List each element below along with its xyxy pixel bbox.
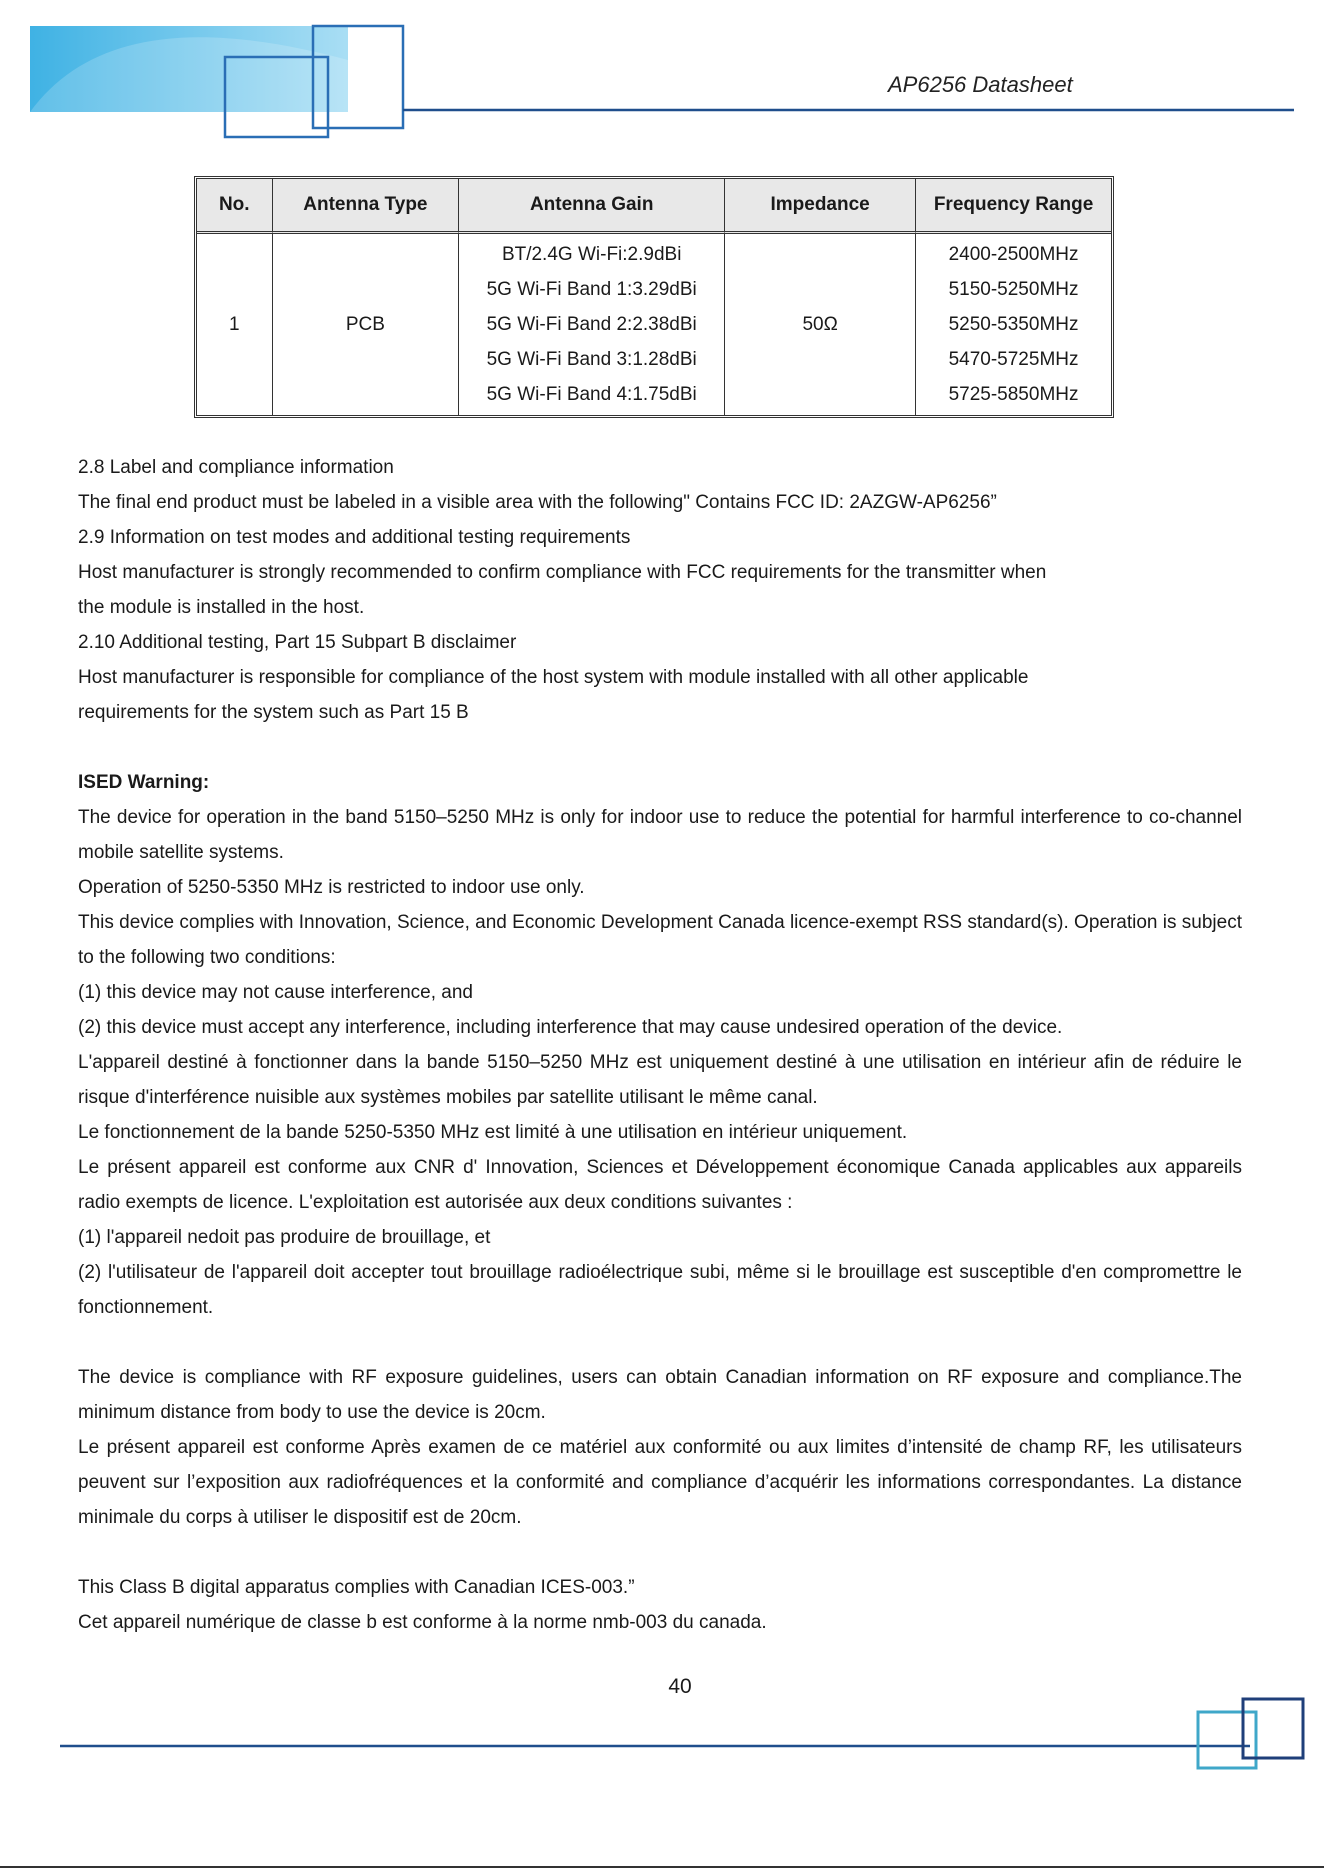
paragraph: Le présent appareil est conforme Après examen de ce matériel aux conformité ou aux limites d’intensité de champ RF, les utilisateurs peuvent sur l’exposition aux radiofréquences et la conformité and compliance d’acquérir les informations correspondantes. La distance minimale du corps à utiliser le dispositif est de 20cm. [78,1437,1242,1528]
paragraph: Le présent appareil est conforme aux CNR d' Innovation, Sciences et Développement économique Canada applicables aux appareils radio exempts de licence. L'exploitation est autorisée aux deux conditions suivantes : [78,1157,1242,1213]
column-header: Antenna Gain [459,179,725,234]
gain-value: 5G Wi-Fi Band 2:2.38dBi [486,314,697,335]
paragraph: Le fonctionnement de la bande 5250-5350 MHz est limité à une utilisation en intérieur uniquement. [78,1122,908,1143]
antenna-spec-table [194,176,1114,418]
cell-impedance: 50Ω [725,234,916,415]
paragraph: the module is installed in the host. [78,597,365,618]
gain-value: 5G Wi-Fi Band 4:1.75dBi [486,384,697,405]
section-heading: 2.9 Information on test modes and additional testing requirements [78,527,631,548]
paragraph: The final end product must be labeled in a visible area with the following" Contains FCC ID: 2AZGW-AP6256” [78,492,997,513]
paragraph: L'appareil destiné à fonctionner dans la bande 5150–5250 MHz est uniquement destiné à une utilisation en intérieur afin de réduire le risque d'interférence nuisible aux systèmes mobiles par satellite utilisant le même canal. [78,1052,1242,1108]
paragraph: The device for operation in the band 5150–5250 MHz is only for indoor use to reduce the potential for harmful interference to co-channel mobile satellite systems. [78,807,1242,863]
paragraph: (1) l'appareil nedoit pas produire de brouillage, et [78,1227,491,1248]
gain-value: BT/2.4G Wi-Fi:2.9dBi [501,244,682,265]
gain-value: 5G Wi-Fi Band 3:1.28dBi [486,349,697,370]
page-number: 40 [668,1675,692,1698]
cell-antenna-type: PCB [273,234,460,415]
table-header-row [197,179,1111,234]
paragraph: The device is compliance with RF exposure guidelines, users can obtain Canadian information on RF exposure and compliance.The minimum distance from body to use the device is 20cm. [78,1367,1242,1423]
frequency-value: 5150-5250MHz [948,279,1079,300]
paragraph: Host manufacturer is responsible for compliance of the host system with module installed with all other applicable [78,667,1029,688]
paragraph: Operation of 5250-5350 MHz is restricted to indoor use only. [78,877,585,898]
frequency-value: 5470-5725MHz [948,349,1079,370]
paragraph: Host manufacturer is strongly recommended to confirm compliance with FCC requirements for the transmitter when [78,562,1047,583]
column-header: No. [197,179,273,234]
paragraph: Cet appareil numérique de classe b est conforme à la norme nmb-003 du canada. [78,1612,767,1633]
document-title: AP6256 Datasheet [888,72,1073,97]
paragraph: (1) this device may not cause interference, and [78,982,473,1003]
paragraph: This device complies with Innovation, Science, and Economic Development Canada licence-exempt RSS standard(s). Operation is subject to the following two conditions: [78,912,1242,968]
column-header: Impedance [725,179,916,234]
cell-frequency-range [916,234,1111,415]
table-row [197,234,1111,415]
column-header: Frequency Range [916,179,1111,234]
frequency-value: 5250-5350MHz [948,314,1079,335]
cell-no: 1 [197,234,273,415]
gain-value: 5G Wi-Fi Band 1:3.29dBi [486,279,697,300]
footer-graphic [0,1680,1324,1780]
page-edge-rule [0,1866,1324,1868]
paragraph: (2) l'utilisateur de l'appareil doit accepter tout brouillage radioélectrique subi, même si le brouillage est susceptible d'en compromettre le fonctionnement. [78,1262,1242,1318]
frequency-value: 5725-5850MHz [948,384,1079,405]
paragraph: requirements for the system such as Part 15 B [78,702,469,723]
paragraph: This Class B digital apparatus complies with Canadian ICES-003.” [78,1577,635,1598]
document-body [78,450,1242,1640]
column-header: Antenna Type [273,179,460,234]
cell-antenna-gain [459,234,725,415]
paragraph: (2) this device must accept any interference, including interference that may cause undesired operation of the device. [78,1017,1063,1038]
section-heading: 2.8 Label and compliance information [78,457,394,478]
ised-warning-heading: ISED Warning: [78,772,210,793]
section-heading: 2.10 Additional testing, Part 15 Subpart B disclaimer [78,632,517,653]
frequency-value: 2400-2500MHz [948,244,1079,265]
